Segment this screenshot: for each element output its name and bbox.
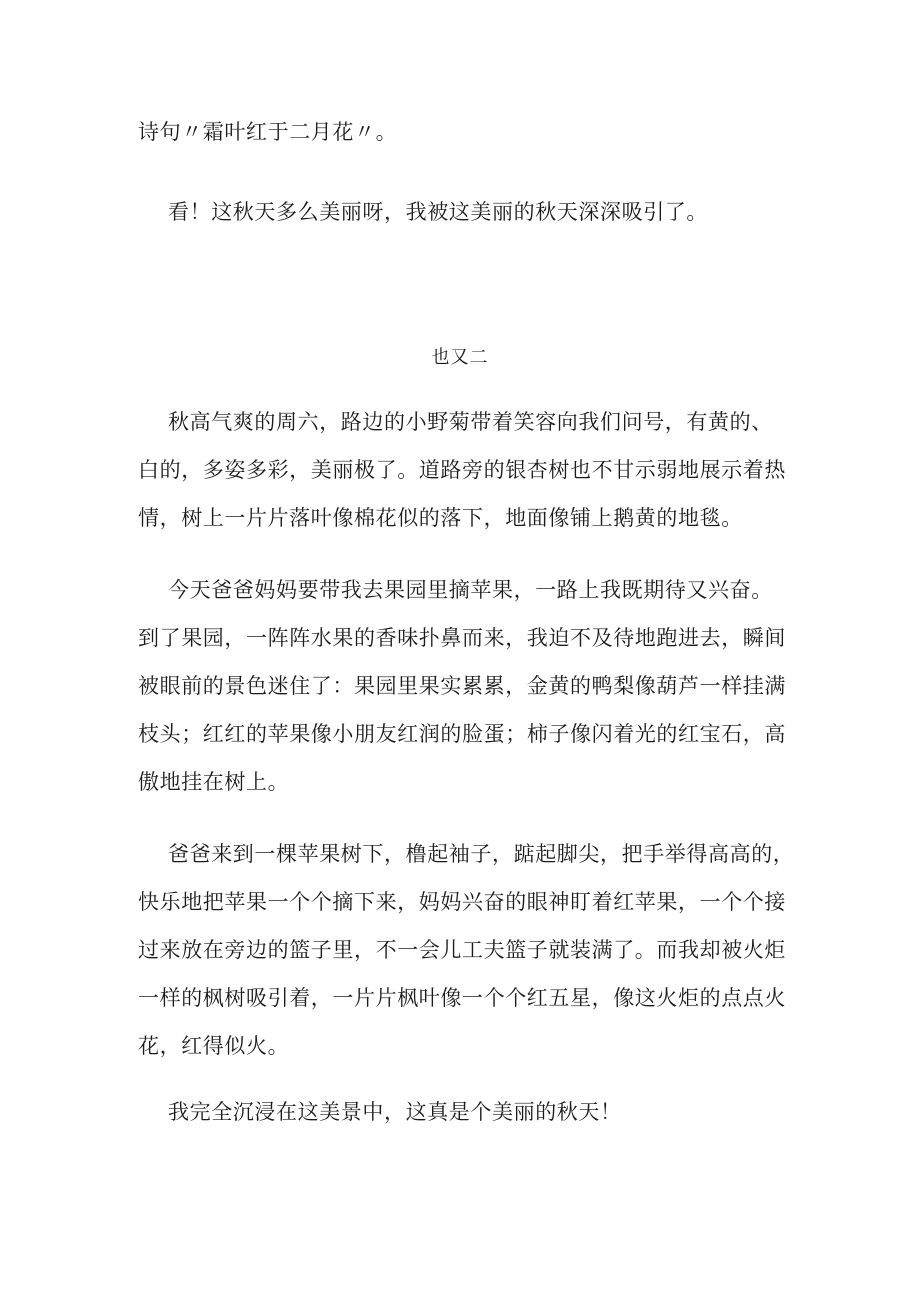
text-line: 诗句〃霜叶红于二月花〃。 <box>138 120 398 144</box>
text-line: 今天爸爸妈妈要带我去果园里摘苹果，一路上我既期待又兴奋。 <box>168 578 773 602</box>
text-line: 看！这秋天多么美丽呀，我被这美丽的秋天深深吸引了。 <box>168 200 708 224</box>
text-line: 白的，多姿多彩，美丽极了。道路旁的银杏树也不甘示弱地展示着热 <box>138 458 786 482</box>
text-line: 我完全沉浸在这美景中，这真是个美丽的秋天！ <box>168 1100 622 1124</box>
text-line: 情，树上一片片落叶像棉花似的落下，地面像铺上鹅黄的地毯。 <box>138 506 743 530</box>
text-line: 傲地挂在树上。 <box>138 770 290 794</box>
text-line: 秋高气爽的周六，路边的小野菊带着笑容向我们问号，有黄的、 <box>168 410 773 434</box>
text-line: 爸爸来到一棵苹果树下，橹起袖子，踮起脚尖，把手举得高高的， <box>168 842 795 866</box>
text-line: 到了果园，一阵阵水果的香味扑鼻而来，我迫不及待地跑进去，瞬间 <box>138 626 786 650</box>
essay-title: 也又二 <box>431 347 489 368</box>
text-line: 过来放在旁边的篮子里，不一会儿工夫篮子就装满了。而我却被火炬 <box>138 938 786 962</box>
text-line: 花，红得似火。 <box>138 1034 290 1058</box>
text-line: 一样的枫树吸引着，一片片枫叶像一个个红五星，像这火炬的点点火 <box>138 986 786 1010</box>
text-line: 枝头；红红的苹果像小朋友红润的脸蛋；柿子像闪着光的红宝石，高 <box>138 722 786 746</box>
text-line: 被眼前的景色迷住了：果园里果实累累，金黄的鸭梨像葫芦一样挂满 <box>138 674 786 698</box>
text-line: 快乐地把苹果一个个摘下来，妈妈兴奋的眼神盯着红苹果，一个个接 <box>138 890 786 914</box>
